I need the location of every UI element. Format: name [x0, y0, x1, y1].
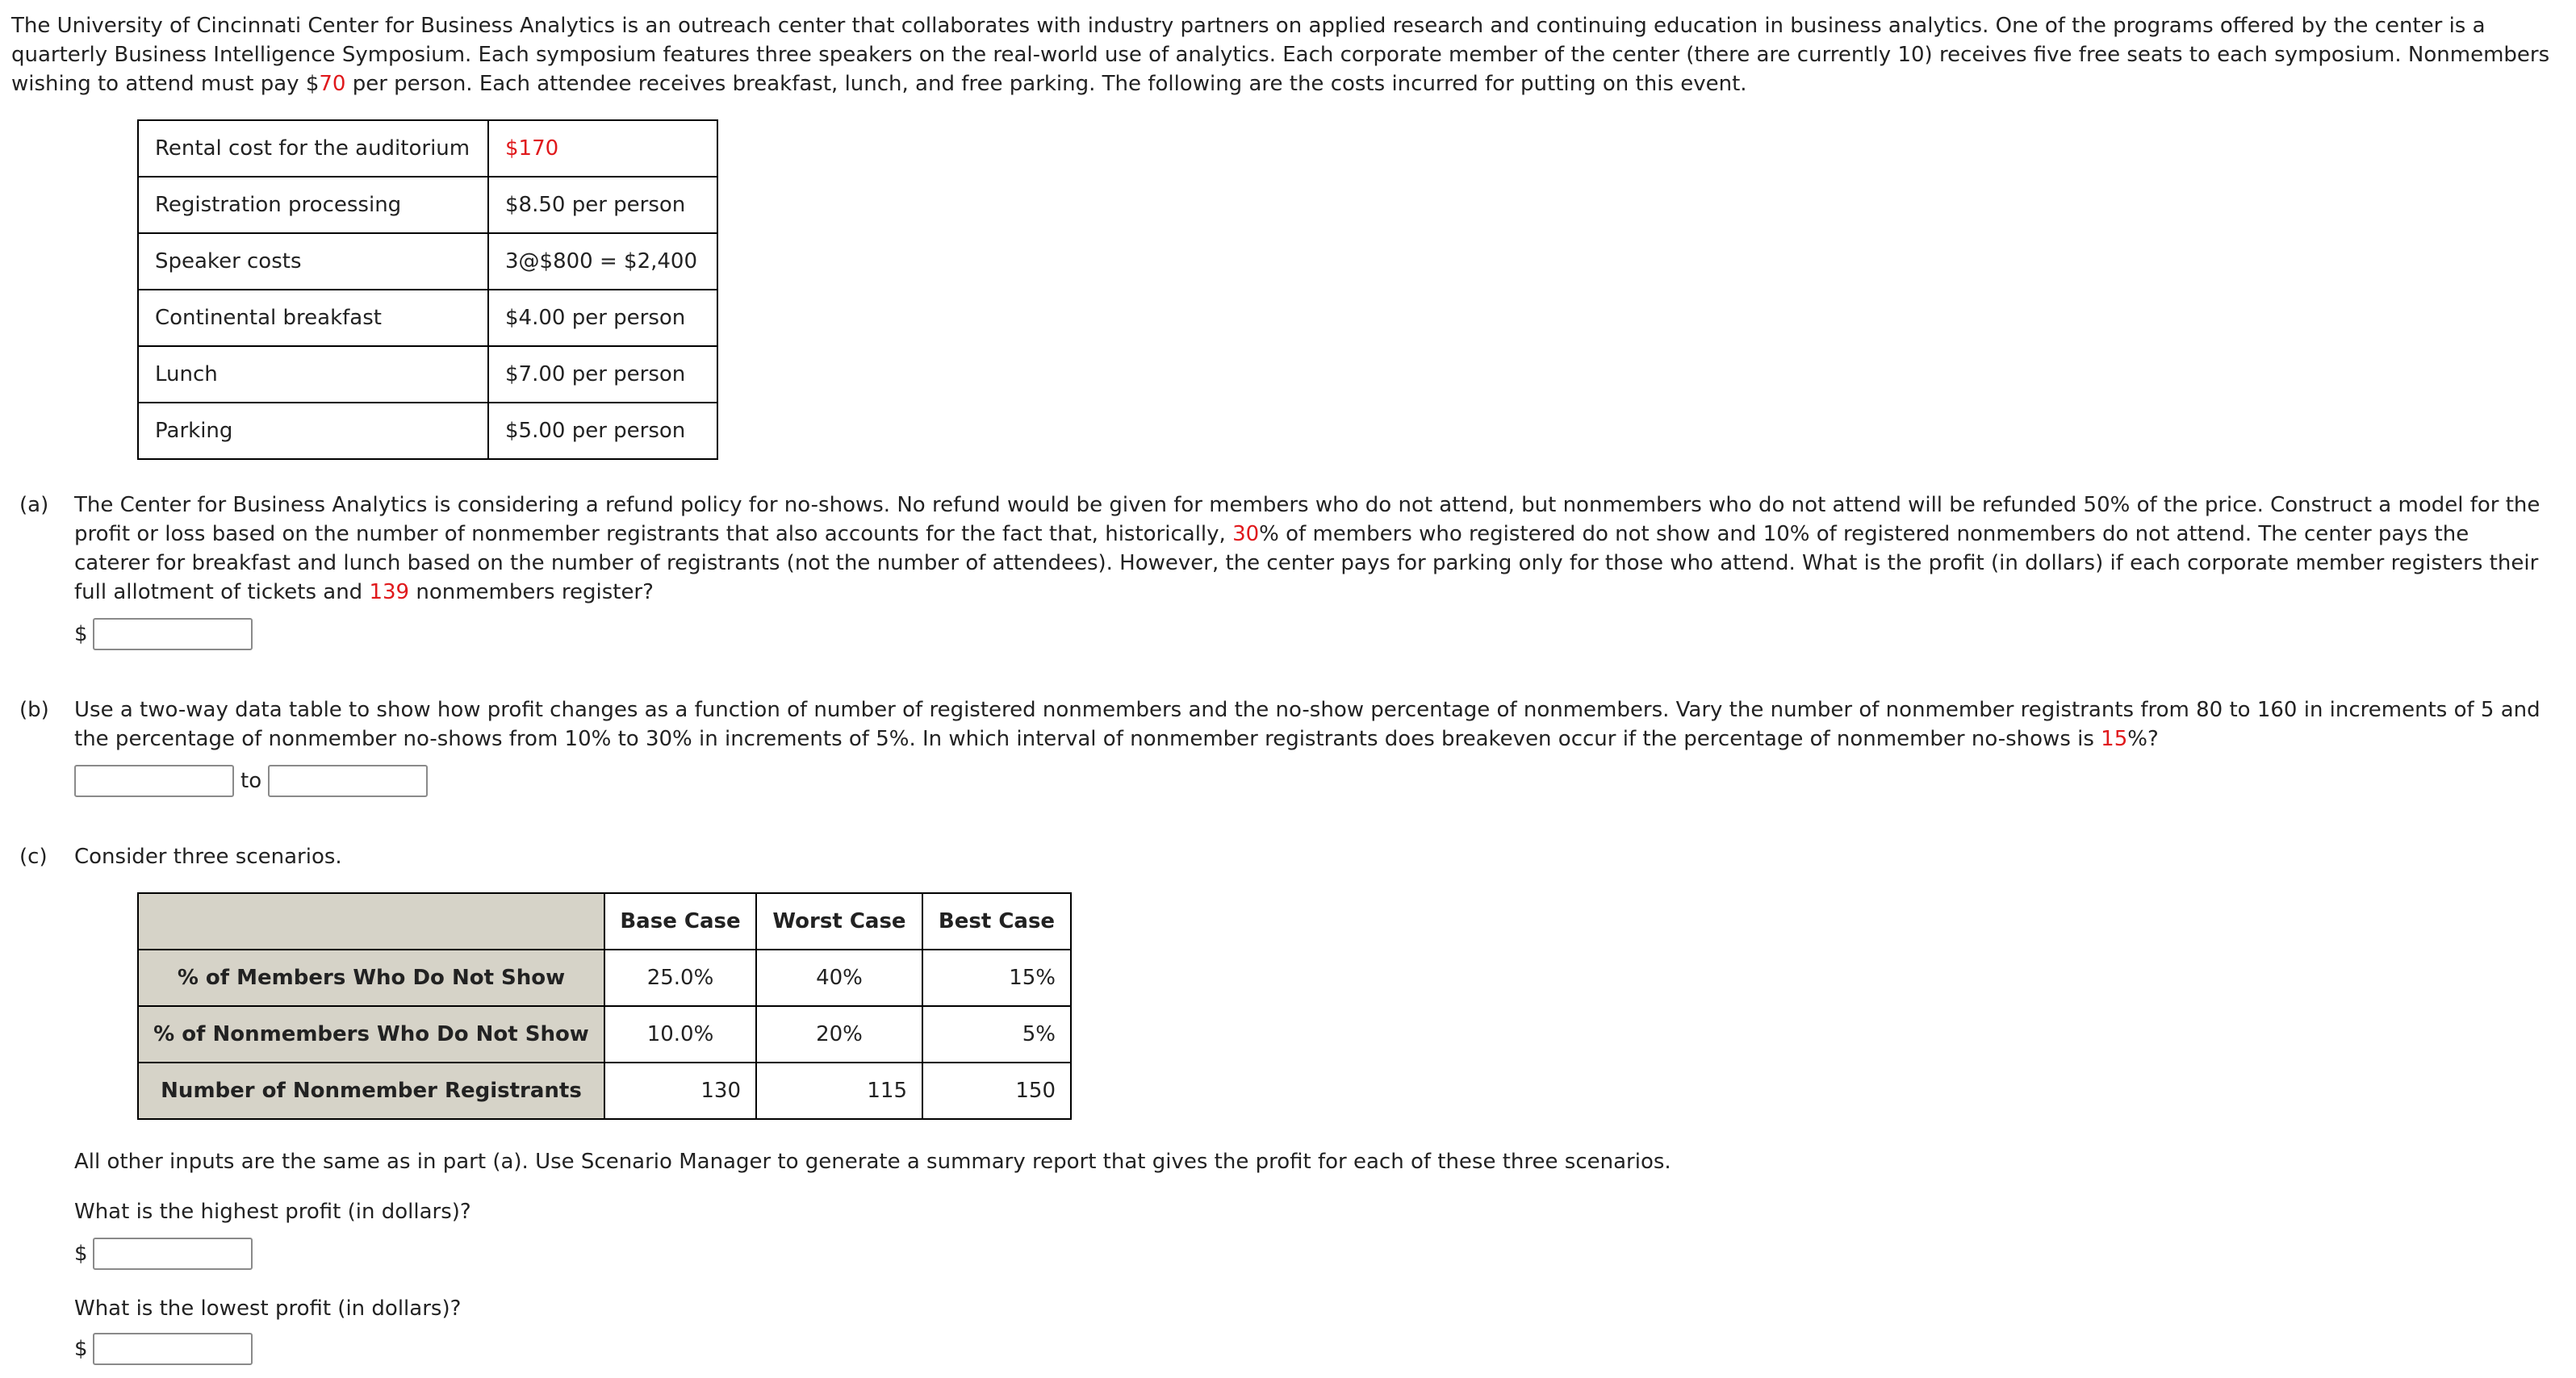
part-c — [19, 842, 504, 875]
row-label: Number of Nonmember Registrants — [138, 1063, 604, 1119]
nonmember-noshow-pct: 15 — [2101, 727, 2128, 751]
scenario-note: All other inputs are the same as in part (a). Use Scenario Manager to generate a summary report that gives the profit for each of these three scenarios. — [74, 1150, 1671, 1174]
table-row — [138, 177, 717, 233]
table-row — [138, 346, 717, 403]
cost-label: Lunch — [138, 346, 488, 403]
highest-profit-question: What is the highest profit (in dollars)? — [74, 1200, 471, 1224]
nonmember-price: 70 — [319, 72, 346, 96]
cost-label: Rental cost for the auditorium — [138, 120, 488, 177]
profit-answer-input[interactable] — [93, 618, 253, 650]
header-best-case: Best Case — [922, 893, 1071, 950]
part-a-answer — [74, 618, 253, 650]
part-a-text-3: nonmembers register? — [409, 580, 654, 604]
highest-profit-input[interactable] — [93, 1238, 253, 1270]
part-b-text-2: %? — [2127, 727, 2159, 751]
dollar-sign: $ — [74, 1337, 88, 1361]
cost-label: Continental breakfast — [138, 290, 488, 346]
cost-value: $5.00 per person — [488, 403, 717, 459]
cost-value: $4.00 per person — [488, 290, 717, 346]
cell: 5% — [922, 1006, 1071, 1063]
table-row — [138, 233, 717, 290]
member-noshow-pct: 30 — [1232, 522, 1260, 546]
highest-profit-answer — [74, 1238, 253, 1270]
header-worst-case: Worst Case — [756, 893, 922, 950]
cost-value: $7.00 per person — [488, 346, 717, 403]
part-b-question — [74, 695, 2544, 754]
nonmember-count: 139 — [369, 580, 410, 604]
cell: 40% — [756, 950, 922, 1006]
part-c-label: (c) — [19, 845, 48, 869]
table-row — [138, 950, 1071, 1006]
part-b-label: (b) — [19, 698, 49, 722]
part-a — [19, 491, 2561, 644]
part-b — [19, 695, 2561, 808]
table-row — [138, 290, 717, 346]
cell: 15% — [922, 950, 1071, 1006]
lowest-profit-input[interactable] — [93, 1333, 253, 1365]
dollar-sign: $ — [74, 622, 88, 646]
table-row — [138, 120, 717, 177]
table-row — [138, 403, 717, 459]
table-header-row — [138, 893, 1071, 950]
header-base-case: Base Case — [604, 893, 756, 950]
part-a-question — [74, 491, 2544, 607]
cell: 130 — [604, 1063, 756, 1119]
cost-label: Registration processing — [138, 177, 488, 233]
part-c-intro: Consider three scenarios. — [74, 845, 342, 869]
lowest-profit-question: What is the lowest profit (in dollars)? — [74, 1297, 462, 1321]
part-b-text-1: Use a two-way data table to show how profit changes as a function of number of registered nonmembers and the no-show percentage of nonmembers. Vary the number of nonmember registrants from 80 to 160 in increments of 5 and the percentage of nonmember no-shows from 10% to 30% in increments of 5%. In which interval of nonmember registrants does breakeven occur if the percentage of nonmember no-shows is — [74, 698, 2540, 751]
cell: 115 — [756, 1063, 922, 1119]
cell: 10.0% — [604, 1006, 756, 1063]
problem-intro — [11, 11, 2553, 98]
header-corner — [138, 893, 604, 950]
part-a-label: (a) — [19, 493, 49, 517]
part-a-text-1: The Center for Business Analytics is considering a refund policy for no-shows. No refund would be given for members who do not attend, but nonmembers who do not attend will be refunded 50% of the price. Construct a model for the profit or loss based on the number of nonmember registrants that also accounts for the fact that, historically, — [74, 493, 2540, 546]
cost-label: Parking — [138, 403, 488, 459]
dollar-sign: $ — [74, 1242, 88, 1266]
cost-value: $170 — [488, 120, 717, 177]
intro-text-2: per person. Each attendee receives breakfast, lunch, and free parking. The following are the costs incurred for putting on this event. — [345, 72, 1747, 96]
table-row — [138, 1063, 1071, 1119]
intro-text-1: The University of Cincinnati Center for Business Analytics is an outreach center that collaborates with industry partners on applied research and continuing education in business analytics. One of the programs offered by the center is a quarterly Business Intelligence Symposium. Each symposium features three speakers on the real-world use of analytics. Each corporate member of the center (there are currently 10) receives five free seats to each symposium. Nonmembers wishing to attend must pay $ — [11, 14, 2550, 96]
cell: 150 — [922, 1063, 1071, 1119]
interval-start-input[interactable] — [74, 765, 234, 797]
cost-value: $8.50 per person — [488, 177, 717, 233]
cost-value: 3@$800 = $2,400 — [488, 233, 717, 290]
row-label: % of Members Who Do Not Show — [138, 950, 604, 1006]
lowest-profit-answer — [74, 1333, 253, 1365]
scenario-table — [137, 892, 1072, 1120]
cost-table — [137, 119, 718, 460]
cell: 20% — [756, 1006, 922, 1063]
to-label: to — [240, 769, 262, 793]
cost-label: Speaker costs — [138, 233, 488, 290]
interval-end-input[interactable] — [268, 765, 428, 797]
part-b-answer — [74, 765, 428, 797]
cell: 25.0% — [604, 950, 756, 1006]
table-row — [138, 1006, 1071, 1063]
row-label: % of Nonmembers Who Do Not Show — [138, 1006, 604, 1063]
part-a-text-2: % of members who registered do not show and 10% of registered nonmembers do not attend. The center pays the caterer for breakfast and lunch based on the number of registrants (not the number of attendees). However, the center pays for parking only for those who attend. What is the profit (in dollars) if each corporate member registers their full allotment of tickets and — [74, 522, 2539, 604]
